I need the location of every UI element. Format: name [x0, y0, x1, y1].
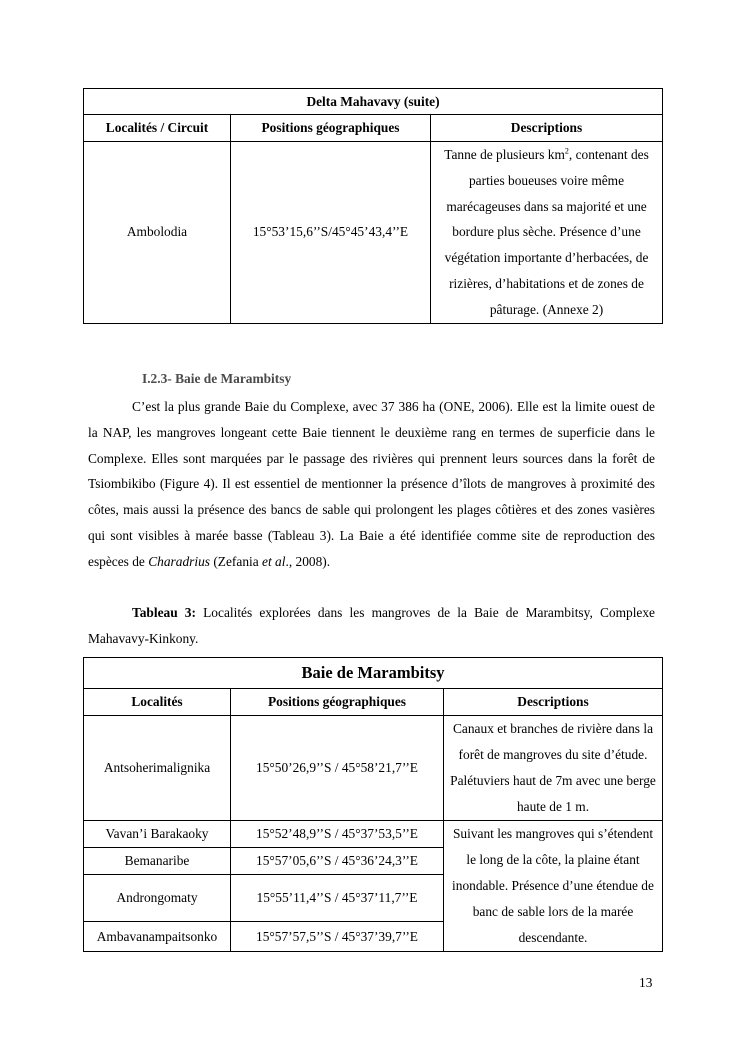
paragraph-italic-species: Charadrius — [148, 553, 210, 569]
table-row — [84, 821, 663, 848]
locality-cell: Androngomaty — [84, 874, 231, 921]
section-paragraph — [88, 394, 655, 575]
column-header-positions: Positions géographiques — [231, 689, 444, 716]
description-cell — [431, 142, 663, 324]
table-caption-text: Localités explorées dans les mangroves de la Baie de Marambitsy, Complexe Mahavavy-Kinkony. — [88, 605, 655, 646]
locality-cell: Vavan’i Barakaoky — [84, 821, 231, 848]
position-cell: 15°57’57,5’’S / 45°37’39,7’’E — [231, 922, 444, 952]
table-caption-paragraph — [88, 600, 655, 652]
description-cell: Suivant les mangroves qui s’étendent le long de la côte, la plaine étant inondable. Présence d’une étendue de banc de sable lors de la marée descendante. — [444, 821, 663, 952]
column-header-positions: Positions géographiques — [231, 115, 431, 142]
delta-mahavavy-table — [83, 88, 663, 324]
paragraph-citation: (Zefania — [210, 553, 263, 569]
section-heading: I.2.3- Baie de Marambitsy — [142, 371, 292, 386]
position-cell: 15°57’05,6’’S / 45°36’24,3’’E — [231, 847, 444, 874]
locality-cell: Ambavanampaitsonko — [84, 922, 231, 952]
table-row — [84, 142, 663, 324]
paragraph-text: C’est la plus grande Baie du Complexe, avec 37 386 ha (ONE, 2006). Elle est la limite ouest de la NAP, les mangroves longeant cette Baie tiennent le deuxième rang en termes de superficie dans le Complexe. Elles sont marquées par le passage des rivières qui prennent leurs sources dans la forêt de Tsiombikibo (Figure 4). Il est essentiel de mentionner la présence d’îlots de mangroves à proximité des côtes, mais aussi la présence des bancs de sable qui prolongent les plages côtières et des zones vasières qui sont visibles à marée basse (Tableau 3). La Baie a été identifiée comme site de reproduction des espèces de — [88, 399, 655, 569]
position-cell: 15°55’11,4’’S / 45°37’11,7’’E — [231, 874, 444, 921]
column-header-descriptions: Descriptions — [444, 689, 663, 716]
page-number: 13 — [639, 975, 653, 990]
table-label: Tableau 3: — [132, 605, 196, 620]
baie-marambitsy-table — [83, 657, 663, 952]
table-caption: Baie de Marambitsy — [84, 658, 663, 689]
column-header-localities: Localités / Circuit — [84, 115, 231, 142]
table-caption: Delta Mahavavy (suite) — [84, 89, 663, 115]
column-header-localities: Localités — [84, 689, 231, 716]
paragraph-italic-etal: et al — [262, 553, 286, 569]
description-cell: Canaux et branches de rivière dans la forêt de mangroves du site d’étude. Palétuviers haut de 7m avec une berge haute de 1 m. — [444, 716, 663, 821]
description-text: Tanne de plusieurs km — [444, 147, 565, 162]
locality-cell: Antsoherimalignika — [84, 716, 231, 821]
locality-cell: Ambolodia — [84, 142, 231, 324]
table-row — [84, 716, 663, 821]
position-cell: 15°50’26,9’’S / 45°58’21,7’’E — [231, 716, 444, 821]
superscript: 2 — [564, 146, 569, 156]
locality-cell: Bemanaribe — [84, 847, 231, 874]
column-header-descriptions: Descriptions — [431, 115, 663, 142]
paragraph-citation-end: ., 2008). — [285, 553, 331, 569]
position-cell: 15°52’48,9’’S / 45°37’53,5’’E — [231, 821, 444, 848]
position-cell: 15°53’15,6’’S/45°45’43,4’’E — [231, 142, 431, 324]
description-text-continued: , contenant des parties boueuses voire même marécageuses dans sa majorité et une bordure plus sèche. Présence d’une végétation importante d’herbacées, de rizières, d’habitations et de zones de pâturage. (Annexe 2) — [444, 147, 649, 317]
